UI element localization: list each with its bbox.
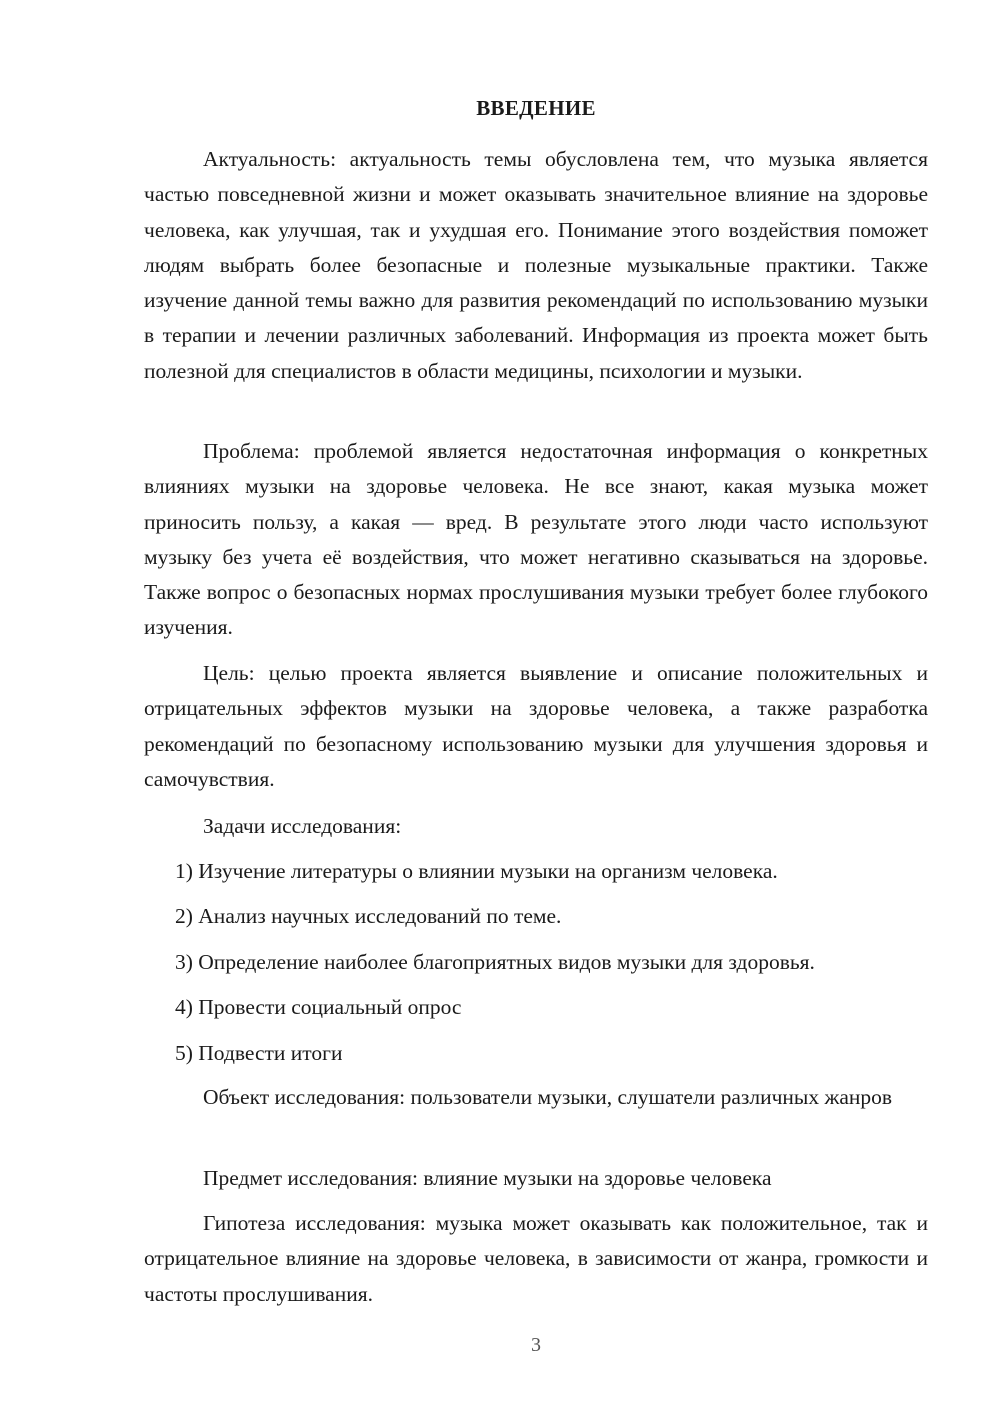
task-item: 5) Подвести итоги <box>175 1041 343 1065</box>
page-title: ВВЕДЕНИЕ <box>476 96 596 120</box>
task-item: 3) Определение наиболее благоприятных видов музыки для здоровья. <box>175 950 815 974</box>
page-number: 3 <box>531 1334 541 1356</box>
tasks-heading: Задачи исследования: <box>203 814 402 838</box>
hypothesis-paragraph: Гипотеза исследования: музыка может оказывать как положительное, так и отрицательное влияние на здоровье человека, в зависимости от жанра, громкости и частоты прослушивания. <box>144 1211 928 1306</box>
object-paragraph: Объект исследования: пользователи музыки, слушатели различных жанров <box>203 1085 893 1109</box>
task-item: 1) Изучение литературы о влиянии музыки на организм человека. <box>175 859 778 883</box>
subject-paragraph: Предмет исследования: влияние музыки на здоровье человека <box>203 1166 772 1190</box>
task-item: 2) Анализ научных исследований по теме. <box>175 904 562 928</box>
goal-paragraph: Цель: целью проекта является выявление и описание положительных и отрицательных эффектов музыки на здоровье человека, а также разработка рекомендаций по безопасному использованию музыки для улучшения здоровья и самочувствия. <box>144 661 928 791</box>
task-item: 4) Провести социальный опрос <box>175 995 462 1019</box>
relevance-paragraph: Актуальность: актуальность темы обусловлена тем, что музыка является частью повседневной жизни и может оказывать значительное влияние на здоровье человека, как улучшая, так и ухудшая его. Понимание этого воздействия поможет людям выбрать более безопасные и полезные музыкальные практики. Также изучение данной темы важно для развития рекомендаций по использованию музыки в терапии и лечении различных заболеваний. Информация из проекта может быть полезной для специалистов в области медицины, психологии и музыки. <box>144 147 928 383</box>
problem-paragraph: Проблема: проблемой является недостаточная информация о конкретных влияниях музыки на здоровье человека. Не все знают, какая музыка может приносить пользу, а какая — вред. В результате этого люди часто используют музыку без учета её воздействия, что может негативно сказываться на здоровье. Также вопрос о безопасных нормах прослушивания музыки требует более глубокого изучения. <box>144 439 928 640</box>
